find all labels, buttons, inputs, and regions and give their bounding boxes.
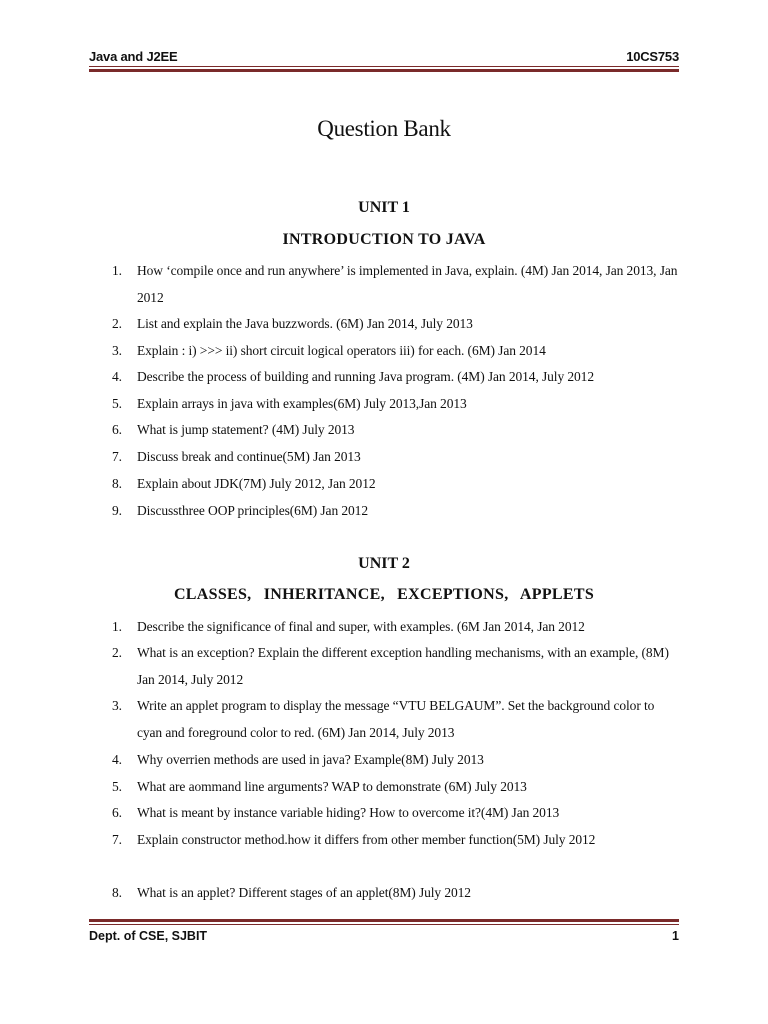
unit-1-label: UNIT 1 (358, 199, 410, 216)
page-title: Question Bank (317, 116, 451, 141)
question-text: Explain arrays in java with examples(6M) July 2013,Jan 2013 (137, 396, 467, 411)
question-text: What is an applet? Different stages of an applet(8M) July 2012 (137, 885, 471, 900)
header-course-title: Java and J2EE (89, 49, 178, 64)
question-number: 3. (112, 698, 122, 713)
question-number: 3. (112, 343, 122, 358)
question-number: 6. (112, 422, 122, 437)
question-item (112, 746, 682, 773)
question-number: 8. (112, 885, 122, 900)
question-number: 4. (112, 369, 122, 384)
question-item (112, 773, 682, 800)
question-item (112, 879, 682, 906)
question-text: Explain constructor method.how it differs from other member function(5M) July 2012 (137, 832, 596, 847)
question-item (112, 310, 682, 337)
question-text: Discussthree OOP principles(6M) Jan 2012 (137, 503, 368, 518)
question-text: Explain : i) >>> ii) short circuit logical operators iii) for each. (6M) Jan 2014 (137, 343, 546, 358)
question-text: What is an exception? Explain the different exception handling mechanisms, with an example, (8M) Jan 2014, July 2012 (137, 645, 669, 687)
question-number: 7. (112, 832, 122, 847)
question-number: 5. (112, 396, 122, 411)
question-number: 2. (112, 316, 122, 331)
question-item (112, 363, 682, 390)
question-number: 5. (112, 779, 122, 794)
question-item (112, 692, 682, 746)
question-text: What is meant by instance variable hiding? How to overcome it?(4M) Jan 2013 (137, 805, 560, 820)
question-number: 1. (112, 619, 122, 634)
footer-rule-thin (89, 924, 679, 925)
question-item (112, 497, 682, 524)
question-text: How ‘compile once and run anywhere’ is implemented in Java, explain. (4M) Jan 2014, Jan 2013, Jan 2012 (137, 263, 678, 305)
question-text: Describe the process of building and running Java program. (4M) Jan 2014, July 2012 (137, 369, 594, 384)
question-number: 7. (112, 449, 122, 464)
question-text: Why overrien methods are used in java? Example(8M) July 2013 (137, 752, 484, 767)
question-item (112, 470, 682, 497)
footer-rule-thick (89, 919, 679, 922)
question-number: 2. (112, 645, 122, 660)
question-item (112, 337, 682, 364)
question-item (112, 613, 682, 640)
header-rule-thin (89, 66, 679, 67)
question-item (112, 257, 682, 311)
header-rule-thick (89, 69, 679, 72)
question-text: What is jump statement? (4M) July 2013 (137, 422, 355, 437)
question-item (112, 443, 682, 470)
page-header (89, 44, 679, 64)
question-item (112, 826, 682, 853)
question-number: 1. (112, 263, 122, 278)
header-course-code: 10CS753 (626, 49, 679, 64)
unit-2-label: UNIT 2 (358, 555, 410, 572)
question-item (112, 390, 682, 417)
unit-1-heading: INTRODUCTION TO JAVA (282, 231, 486, 248)
question-text: List and explain the Java buzzwords. (6M) Jan 2014, July 2013 (137, 316, 473, 331)
page-footer (89, 927, 679, 945)
question-item (112, 639, 682, 693)
question-item (112, 416, 682, 443)
unit-2-heading: CLASSES, INHERITANCE, EXCEPTIONS, APPLETS (173, 586, 595, 603)
question-number: 6. (112, 805, 122, 820)
question-text: Describe the significance of final and super, with examples. (6M Jan 2014, Jan 2012 (137, 619, 585, 634)
footer-department: Dept. of CSE, SJBIT (89, 929, 208, 943)
question-number: 9. (112, 503, 122, 518)
question-number: 4. (112, 752, 122, 767)
page-number: 1 (672, 929, 679, 943)
question-text: Discuss break and continue(5M) Jan 2013 (137, 449, 361, 464)
question-text: Explain about JDK(7M) July 2012, Jan 2012 (137, 476, 376, 491)
question-number: 8. (112, 476, 122, 491)
question-item (112, 799, 682, 826)
question-text: Write an applet program to display the message “VTU BELGAUM”. Set the background color to cyan and foreground color to red. (6M) Jan 2014, July 2013 (137, 698, 655, 740)
question-text: What are aommand line arguments? WAP to demonstrate (6M) July 2013 (137, 779, 527, 794)
